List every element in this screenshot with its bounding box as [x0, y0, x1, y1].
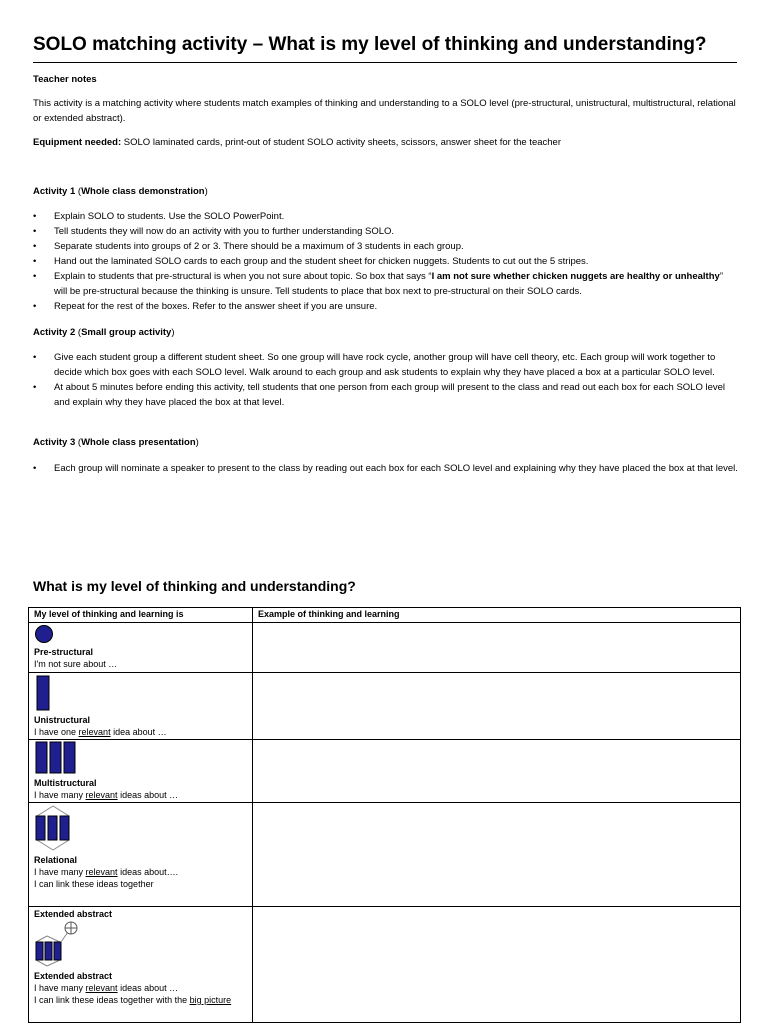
level-name: Unistructural	[34, 715, 91, 725]
level-desc	[34, 726, 247, 738]
activity1-list	[33, 209, 738, 314]
activity3-list	[33, 461, 738, 476]
desc-text: idea about …	[110, 727, 167, 737]
example-cell	[253, 803, 741, 907]
item5-pre: Explain to students that pre-structural is when you not sure about topic. So box that says “	[54, 271, 432, 282]
level-name: Pre-structural	[34, 647, 94, 657]
level-desc	[34, 866, 247, 878]
activity2-heading: Activity 2 (Small group activity)	[33, 327, 175, 338]
list-item: • Explain SOLO to students. Use the SOLO PowerPoint.	[33, 209, 738, 224]
activity1-label: Activity 1	[33, 186, 76, 197]
level-desc-2	[34, 994, 247, 1006]
example-cell	[253, 740, 741, 803]
desc-underlined: relevant	[85, 867, 118, 877]
activity3-detail: Whole class presentation	[81, 437, 196, 448]
teacher-notes-heading: Teacher notes	[33, 74, 97, 85]
desc-text: I have many	[34, 983, 86, 993]
item5-bold: I am not sure whether chicken nuggets are healthy or unhealthy	[431, 271, 720, 282]
relational-icon	[34, 804, 74, 852]
activity2-list	[33, 350, 738, 410]
activity2-label: Activity 2	[33, 327, 76, 338]
level-name: Multistructural	[34, 778, 97, 788]
pre-structural-icon	[34, 624, 54, 644]
list-item: • Give each student group a different student sheet. So one group will have rock cycle, another group will have cell theory, etc. Each group will work together to decide which box goes with each SOLO level. Walk around to each group and ask students to explain why they have placed a box at a particular SOLO level.	[33, 350, 738, 380]
level-desc: I'm not sure about …	[34, 659, 118, 669]
table-row	[29, 673, 741, 740]
equipment-text: SOLO laminated cards, print-out of student SOLO activity sheets, scissors, answer sheet for the teacher	[121, 137, 561, 148]
activity3-heading: Activity 3 (Whole class presentation)	[33, 437, 199, 448]
equipment-label: Equipment needed:	[33, 137, 122, 148]
example-cell	[253, 623, 741, 673]
desc-underlined: relevant	[78, 727, 111, 737]
level-cell	[29, 907, 253, 1023]
level-cell	[29, 673, 253, 740]
desc-text: ideas about….	[117, 867, 179, 877]
desc-text: I have many	[34, 790, 86, 800]
table-row	[29, 803, 741, 907]
desc-text: I have many	[34, 867, 86, 877]
column-header-example: Example of thinking and learning	[253, 608, 741, 623]
desc-text: I can link these ideas together with the	[34, 995, 190, 1005]
desc-text: ideas about …	[117, 983, 179, 993]
level-cell	[29, 740, 253, 803]
table-row	[29, 907, 741, 1023]
list-item: • Repeat for the rest of the boxes. Refer to the answer sheet if you are unsure.	[33, 299, 738, 314]
list-item: • At about 5 minutes before ending this activity, tell students that one person from each group will present to the class and read out each box for each SOLO level and explain why they have placed the box at that level.	[33, 380, 738, 410]
level-desc	[34, 982, 247, 994]
level-cell	[29, 803, 253, 907]
list-item: • Separate students into groups of 2 or 3. There should be a maximum of 3 students in each group.	[33, 239, 738, 254]
equipment-line	[33, 135, 738, 150]
table-heading: What is my level of thinking and understanding?	[33, 578, 356, 594]
level-name: Extended abstract	[34, 971, 113, 981]
level-desc-2: I can link these ideas together	[34, 879, 154, 889]
desc-underlined: big picture	[189, 995, 232, 1005]
list-item: • Hand out the laminated SOLO cards to each group and the student sheet for chicken nuggets. Students to cut out the 5 stripes.	[33, 254, 738, 269]
level-top-label: Extended abstract	[34, 909, 113, 919]
intro-paragraph: This activity is a matching activity where students match examples of thinking and understanding to a SOLO level (pre-structural, unistructural, multistructural, relational or extended abstract).	[33, 98, 736, 124]
activity1-detail: Whole class demonstration	[81, 186, 205, 197]
page-title: SOLO matching activity – What is my level of thinking and understanding?	[33, 34, 737, 63]
solo-table	[28, 607, 741, 1023]
extended-abstract-icon	[34, 920, 80, 968]
list-item: • Tell students they will now do an activity with you to further understanding SOLO.	[33, 224, 738, 239]
desc-text: I have one	[34, 727, 79, 737]
table-row	[29, 623, 741, 673]
multistructural-icon	[34, 741, 78, 775]
unistructural-icon	[34, 674, 54, 712]
table-row	[29, 740, 741, 803]
activity2-detail: Small group activity	[81, 327, 172, 338]
column-header-level: My level of thinking and learning is	[29, 608, 253, 623]
activity1-heading: Activity 1 (Whole class demonstration)	[33, 186, 208, 197]
item5-post: ” will be pre-structural because the thinking is unsure. Tell students to place that box next to pre-structural on their SOLO cards.	[54, 271, 723, 297]
list-item: • Each group will nominate a speaker to present to the class by reading out each box for each SOLO level and explaining why they have placed the box at that level.	[33, 461, 738, 476]
example-cell	[253, 907, 741, 1023]
example-cell	[253, 673, 741, 740]
level-desc	[34, 789, 247, 801]
level-cell	[29, 623, 253, 673]
table-header-row	[29, 608, 741, 623]
desc-text: ideas about …	[117, 790, 179, 800]
desc-underlined: relevant	[85, 983, 118, 993]
list-item	[33, 269, 738, 299]
level-name: Relational	[34, 855, 78, 865]
activity3-label: Activity 3	[33, 437, 76, 448]
desc-underlined: relevant	[85, 790, 118, 800]
